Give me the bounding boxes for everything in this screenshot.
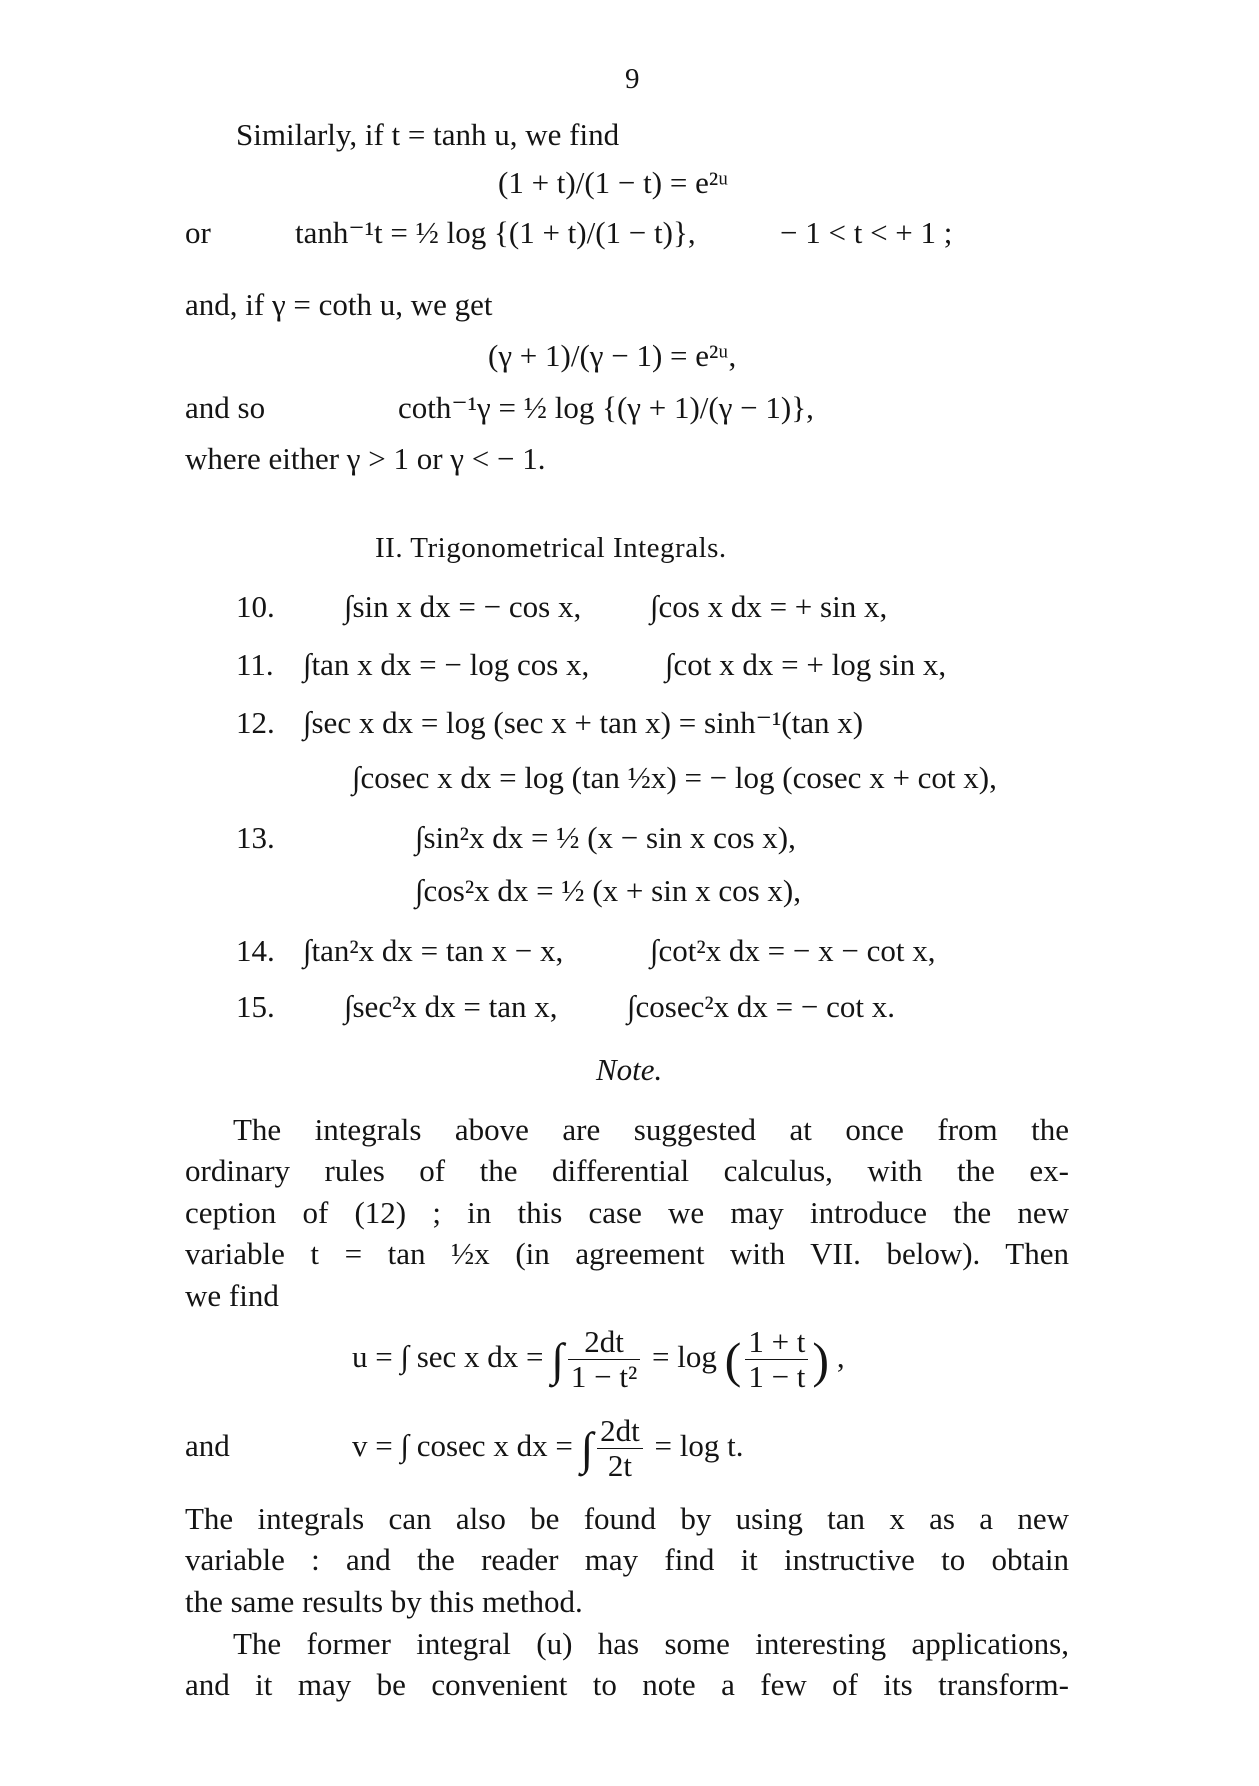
formula-part: ∫sin x dx = − cos x,	[344, 589, 582, 624]
formula-part: ∫sec x dx = log (sec x + tan x) = sinh⁻¹(tan x)	[303, 705, 864, 740]
text-and-if: and, if γ = coth u, we get	[185, 287, 493, 322]
formula-number: 15.	[236, 989, 275, 1024]
paragraph-line: variable : and the reader may find it instructive to obtain	[185, 1542, 1069, 1577]
formula-part: ∫cot x dx = + log sin x,	[665, 647, 947, 682]
note-heading: Note.	[596, 1052, 663, 1087]
fraction-denominator: 1 − t	[748, 1359, 806, 1395]
equation-tanh-inverse: tanh⁻¹t = ½ log {(1 + t)/(1 − t)},	[295, 215, 696, 250]
label-or: or	[185, 215, 211, 250]
equation-u-tail: ,	[836, 1339, 845, 1374]
label-and: and	[185, 1428, 230, 1463]
fraction-denominator: 1 − t²	[570, 1359, 638, 1395]
formula-number: 13.	[236, 820, 275, 855]
formula-number: 11.	[236, 647, 274, 682]
equation-tanh-exp: (1 + t)/(1 − t) = e²ᵘ	[498, 165, 729, 200]
fraction-numerator: 2dt	[597, 1414, 643, 1449]
paragraph-line: ordinary rules of the differential calculus, with the ex-	[185, 1153, 1069, 1188]
equation-v-tail: = log t.	[654, 1428, 744, 1463]
paragraph-line: the same results by this method.	[185, 1584, 583, 1619]
fraction	[597, 1414, 643, 1483]
paren-left: (	[724, 1331, 742, 1388]
formula-part: ∫cosec²x dx = − cot x.	[627, 989, 895, 1024]
equation-u-mid: = log	[652, 1339, 717, 1374]
equation-v	[352, 1411, 744, 1483]
formula-number: 10.	[236, 589, 275, 624]
section-heading: II. Trigonometrical Integrals.	[375, 532, 727, 564]
paragraph-line: The integrals above are suggested at once from the	[233, 1112, 1069, 1147]
paragraph-line: The integrals can also be found by using tan x as a new	[185, 1501, 1069, 1536]
text-similarly: Similarly, if t = tanh u, we find	[236, 117, 620, 152]
formula-number: 14.	[236, 933, 275, 968]
paragraph-line: ception of (12) ; in this case we may introduce the new	[185, 1195, 1069, 1230]
formula-part: ∫cos²x dx = ½ (x + sin x cos x),	[415, 873, 801, 908]
label-and-so: and so	[185, 390, 266, 425]
page-number: 9	[625, 63, 640, 95]
formula-part: ∫sec²x dx = tan x,	[344, 989, 558, 1024]
fraction-denominator: 2t	[607, 1448, 633, 1484]
tanh-range: − 1 < t < + 1 ;	[780, 215, 953, 250]
paragraph-line: The former integral (u) has some interesting applications,	[233, 1626, 1069, 1661]
paragraph-line: and it may be convenient to note a few of its transform-	[185, 1667, 1069, 1702]
paren-right: )	[812, 1331, 830, 1388]
formula-part: ∫cot²x dx = − x − cot x,	[650, 933, 936, 968]
integral-sign: ∫	[551, 1333, 564, 1385]
equation-u	[352, 1322, 845, 1394]
integral-sign: ∫	[580, 1422, 594, 1474]
fraction	[568, 1325, 640, 1394]
equation-v-lhs: v = ∫ cosec x dx =	[352, 1428, 573, 1463]
equation-coth-exp: (γ + 1)/(γ − 1) = e²ᵘ,	[488, 338, 737, 373]
text-where-either: where either γ > 1 or γ < − 1.	[185, 441, 546, 476]
equation-u-lhs: u = ∫ sec x dx =	[352, 1339, 544, 1374]
formula-part: ∫tan²x dx = tan x − x,	[303, 933, 564, 968]
formula-part: ∫cos x dx = + sin x,	[650, 589, 888, 624]
formula-part: ∫tan x dx = − log cos x,	[303, 647, 590, 682]
formula-part: ∫cosec x dx = log (tan ½x) = − log (cosec x + cot x),	[352, 760, 997, 795]
formula-part: ∫sin²x dx = ½ (x − sin x cos x),	[415, 820, 796, 855]
formula-number: 12.	[236, 705, 275, 740]
paragraph-line: variable t = tan ½x (in agreement with VII. below). Then	[185, 1236, 1069, 1271]
fraction-numerator: 2dt	[568, 1325, 640, 1360]
fraction	[745, 1325, 808, 1394]
paragraph-line: we find	[185, 1278, 279, 1313]
equation-coth-inverse: coth⁻¹γ = ½ log {(γ + 1)/(γ − 1)},	[398, 390, 814, 425]
fraction-numerator: 1 + t	[745, 1325, 808, 1360]
